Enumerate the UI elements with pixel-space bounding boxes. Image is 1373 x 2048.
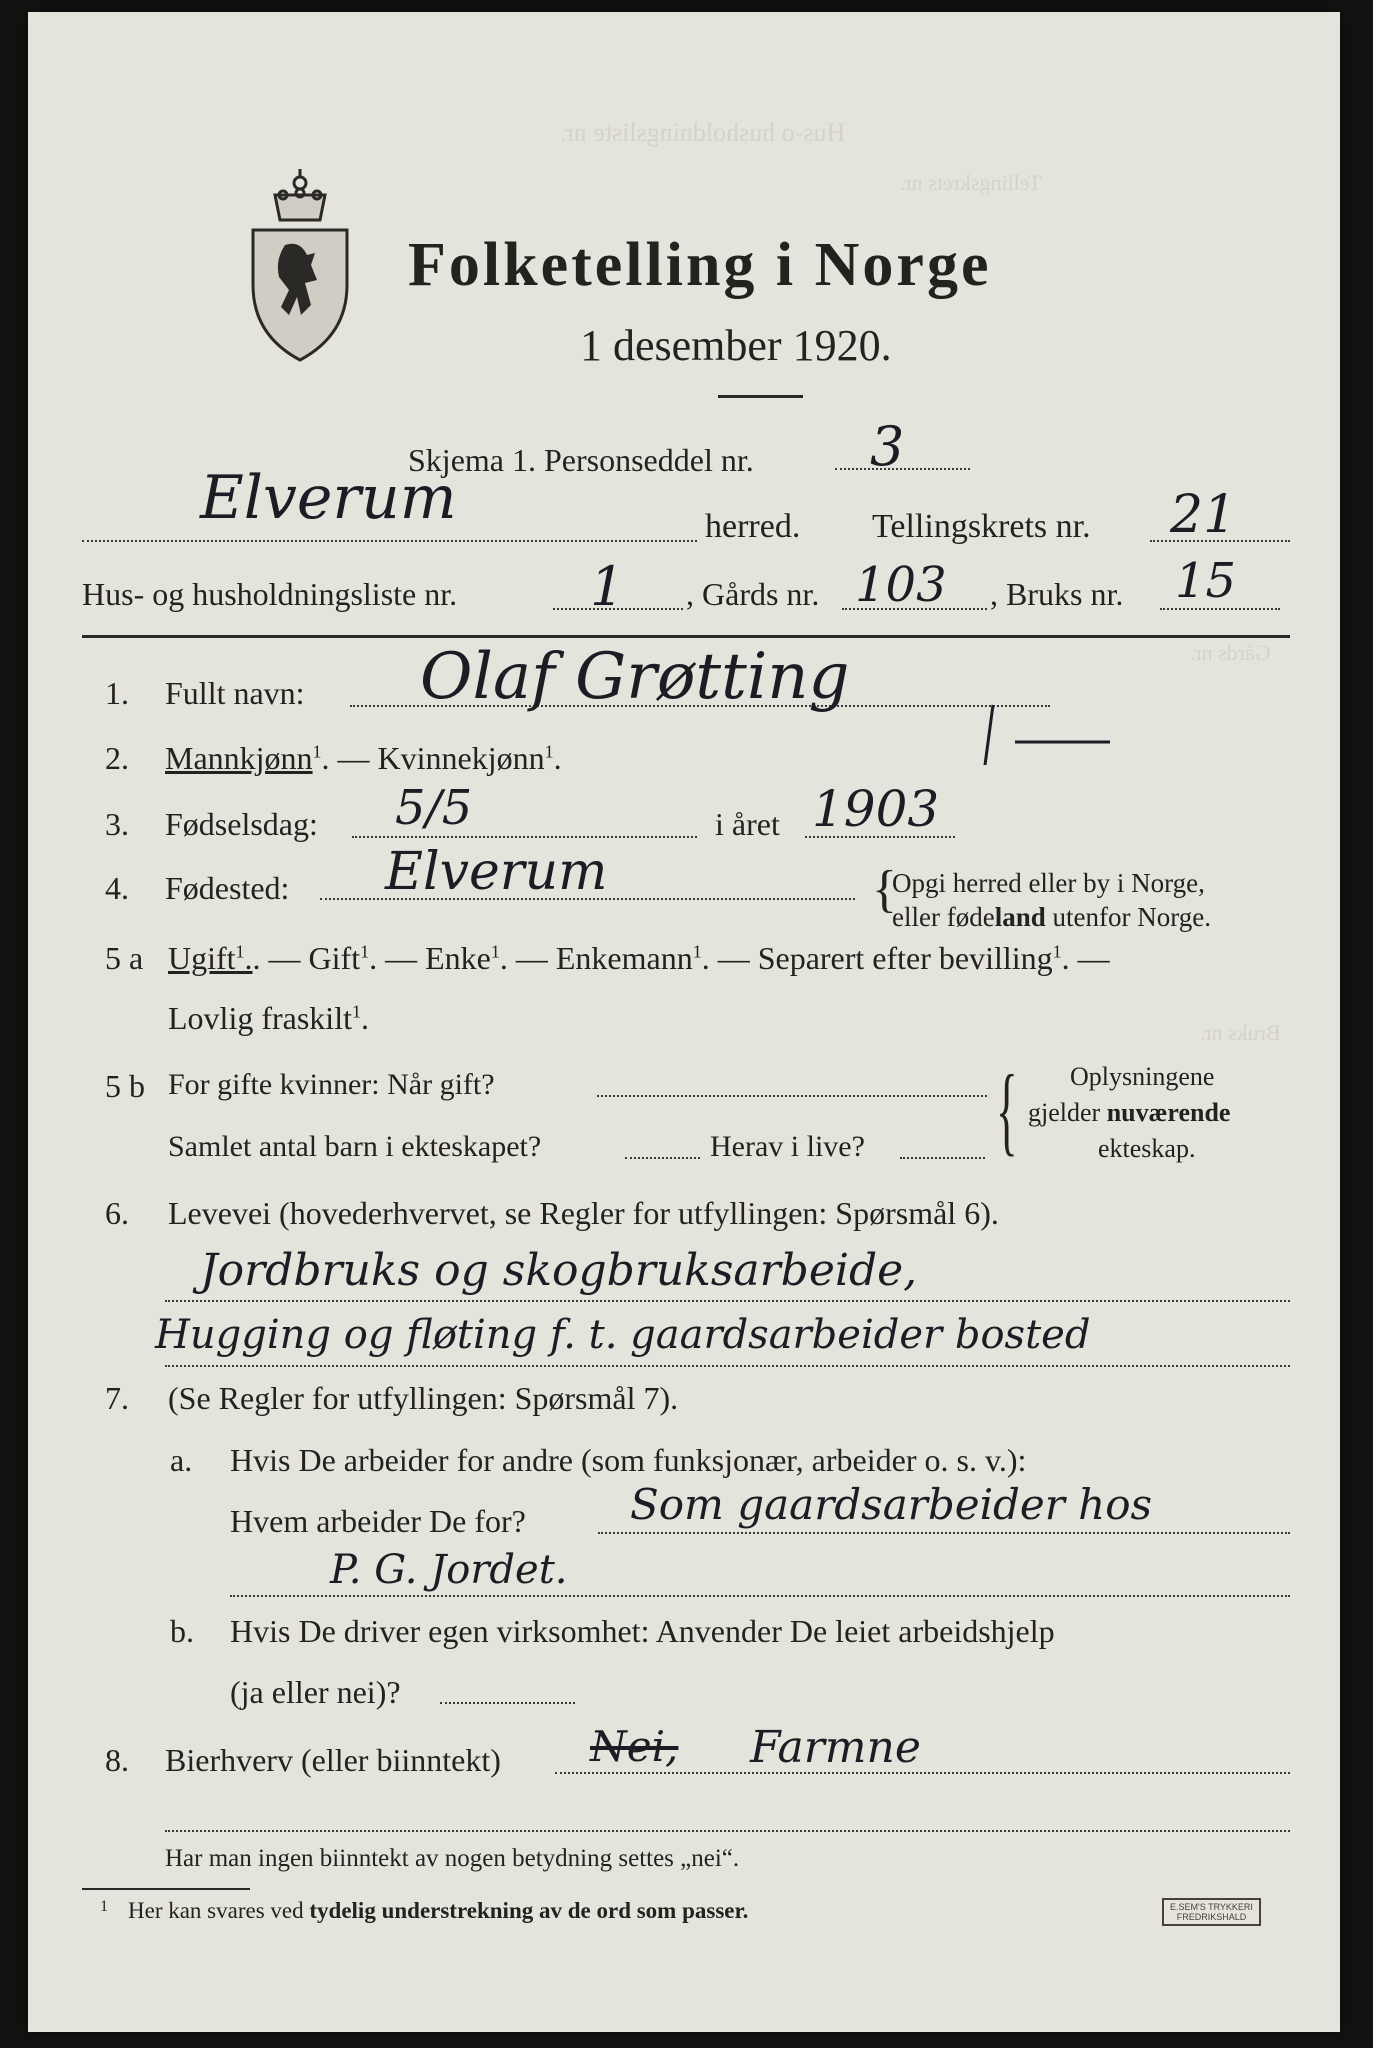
handwritten-stroke (975, 700, 1115, 780)
stamp-line: FREDRIKSHALD (1176, 1912, 1247, 1922)
fodselsdag-value[interactable]: 5/5 (395, 780, 473, 836)
footnote-ref: 1 (235, 941, 245, 962)
footnote-bold: tydelig understrekning av de ord som passer. (309, 1898, 749, 1923)
q5b-live-line (900, 1157, 985, 1159)
q3-number: 3. (105, 806, 129, 842)
gards-label: , Gårds nr. (686, 576, 820, 612)
bleed-text: Hus-o husholdningsliste nr. (560, 118, 846, 147)
footnote-ref: 1 (1052, 941, 1062, 962)
hus-label: Hus- og husholdningsliste nr. (82, 576, 458, 612)
fullt-navn-value[interactable]: Olaf Grøtting (420, 640, 850, 714)
q8-label: Bierhverv (eller biinntekt) (165, 1742, 501, 1778)
q7b-line1: Hvis De driver egen virksomhet: Anvender De leiet arbeidshjelp (230, 1613, 1055, 1649)
q7a-line1: Hvis De arbeider for andre (som funksjonær, arbeider o. s. v.): (230, 1442, 1027, 1478)
q4-note-line1: Opgi herred eller by i Norge, (892, 868, 1205, 898)
hus-value[interactable]: 1 (590, 555, 625, 618)
q5b-line3: Herav i live? (710, 1130, 865, 1163)
tellingskrets-value[interactable]: 21 (1170, 485, 1237, 545)
arbeidsgiver-value-line2[interactable]: P. G. Jordet. (330, 1547, 568, 1593)
bottom-note: Har man ingen biinntekt av nogen betydning settes „nei“. (165, 1845, 740, 1872)
q4-note-text: utenfor Norge. (1045, 902, 1211, 932)
separert-option[interactable]: . — Separert efter bevilling (701, 940, 1053, 976)
arbeidsgiver-value-line1[interactable]: Som gaardsarbeider hos (630, 1480, 1153, 1529)
enke-option[interactable]: . — Enke (369, 940, 491, 976)
q4-number: 4. (105, 870, 129, 906)
footnote-ref: 1 (544, 741, 554, 762)
mannkjonn-option[interactable] (165, 740, 313, 776)
q2-label (165, 740, 562, 777)
mannkjonn-text: Mannkjønn (165, 740, 313, 776)
q1-number: 1. (105, 675, 129, 711)
q6-line2 (165, 1365, 1290, 1367)
period: . (360, 1000, 369, 1036)
footnote-mark: 1 (100, 1898, 108, 1915)
printer-stamp (1162, 1898, 1261, 1926)
q6-label: Levevei (hovederhvervet, se Regler for utfyllingen: Spørsmål 6). (168, 1195, 999, 1231)
footnote-ref: 1 (351, 1001, 361, 1022)
q7-number: 7. (105, 1380, 129, 1416)
kvinnekjonn-option[interactable]: . — Kvinnekjønn (321, 740, 545, 776)
q5b-note2 (1028, 1098, 1230, 1128)
footnote-text (128, 1898, 748, 1924)
q5a-number: 5 a (105, 940, 144, 976)
levevei-value-line2[interactable]: Hugging og fløting f. t. gaardsarbeider bosted (155, 1312, 1091, 1358)
period: . (553, 740, 562, 776)
q8-line (555, 1772, 1290, 1774)
title-divider (718, 395, 803, 398)
q5b-line1: For gifte kvinner: Når gift? (168, 1068, 495, 1101)
skjema-label: Skjema 1. Personseddel nr. (408, 442, 754, 478)
gift-option[interactable]: . — Gift (252, 940, 361, 976)
gards-value[interactable]: 103 (855, 557, 947, 613)
coat-of-arms-lion-icon (245, 165, 355, 365)
q5b-number: 5 b (105, 1068, 145, 1104)
q4-label: Fødested: (165, 870, 290, 906)
q4-brace: { (872, 861, 897, 918)
q5b-line2: Samlet antal barn i ekteskapet? (168, 1130, 542, 1163)
ugift-text: Ugift (168, 940, 236, 976)
dash: . — (1061, 940, 1110, 976)
q6-line1 (165, 1300, 1290, 1302)
footnote-rule (82, 1888, 250, 1890)
footnote-ref: 1 (312, 741, 322, 762)
q5a-line2 (168, 1000, 369, 1037)
herred-value[interactable]: Elverum (200, 463, 457, 533)
footnote-plain: Her kan svares ved (128, 1898, 310, 1923)
q5b-note1: Oplysningene (1070, 1062, 1215, 1091)
q8-line2 (165, 1830, 1290, 1832)
bleed-text: Tellingskrets nr. (900, 170, 1042, 195)
fodselsar-value[interactable]: 1903 (812, 780, 940, 838)
q5b-note3: ekteskap. (1098, 1134, 1196, 1163)
footnote-ref: 1 (490, 941, 500, 962)
fraskilt-option[interactable]: Lovlig fraskilt (168, 1000, 352, 1036)
personseddel-value[interactable]: 3 (870, 415, 905, 478)
q4-note-line2 (892, 902, 1211, 933)
q7b-line (440, 1702, 575, 1704)
q7b-letter: b. (170, 1613, 194, 1649)
tellingskrets-label: Tellingskrets nr. (872, 508, 1091, 545)
q7b-line2: (ja eller nei)? (230, 1674, 401, 1710)
q5b-note-text: gjelder (1028, 1098, 1107, 1127)
q3-line (352, 836, 697, 838)
q6-number: 6. (105, 1195, 129, 1231)
header-rule (82, 635, 1290, 638)
footnote-ref: 1 (692, 941, 702, 962)
bierhverv-value[interactable]: Farmne (750, 1722, 921, 1773)
footnote-ref: 1 (360, 941, 370, 962)
form-date: 1 desember 1920. (580, 321, 892, 370)
bruks-value[interactable]: 15 (1175, 553, 1237, 609)
bruks-label: , Bruks nr. (990, 576, 1124, 612)
q4-note-text: eller føde (892, 902, 995, 932)
herred-line (82, 540, 697, 542)
stamp-line: E.SEM'S TRYKKERI (1170, 1902, 1253, 1912)
q8-number: 8. (105, 1742, 129, 1778)
bierhverv-crossed-value[interactable]: Nei, (590, 1722, 679, 1771)
levevei-value-line1[interactable]: Jordbruks og skogbruksarbeide, (200, 1245, 918, 1296)
q7-label: (Se Regler for utfyllingen: Spørsmål 7). (168, 1380, 679, 1416)
herred-label: herred. (705, 508, 801, 545)
q4-note-bold: land (994, 902, 1046, 932)
form-title: Folketelling i Norge (408, 231, 992, 299)
bleed-text: Bruks nr. (1200, 1020, 1281, 1045)
fodested-value[interactable]: Elverum (385, 842, 608, 902)
q5b-barn-line (625, 1157, 700, 1159)
q5b-brace: { (996, 1054, 1018, 1165)
q3-label: Fødselsdag: (165, 806, 318, 842)
q7a-line (598, 1532, 1290, 1534)
ugift-option[interactable]: Ugift$^1$. (168, 940, 253, 976)
q5a-options (168, 940, 1110, 977)
q7a-line2: Hvem arbeider De for? (230, 1503, 526, 1539)
q7a-line2-dots (230, 1595, 1290, 1597)
q5b-gift-line (597, 1095, 987, 1097)
q2-number: 2. (105, 740, 129, 776)
bleed-text: Gårds nr. (1190, 640, 1271, 665)
q3-year-label: i året (715, 806, 780, 842)
enkemann-option[interactable]: . — Enkemann (499, 940, 693, 976)
q5b-note-bold: nuværende (1106, 1098, 1231, 1127)
q7a-letter: a. (170, 1442, 193, 1478)
q1-label: Fullt navn: (165, 675, 305, 711)
